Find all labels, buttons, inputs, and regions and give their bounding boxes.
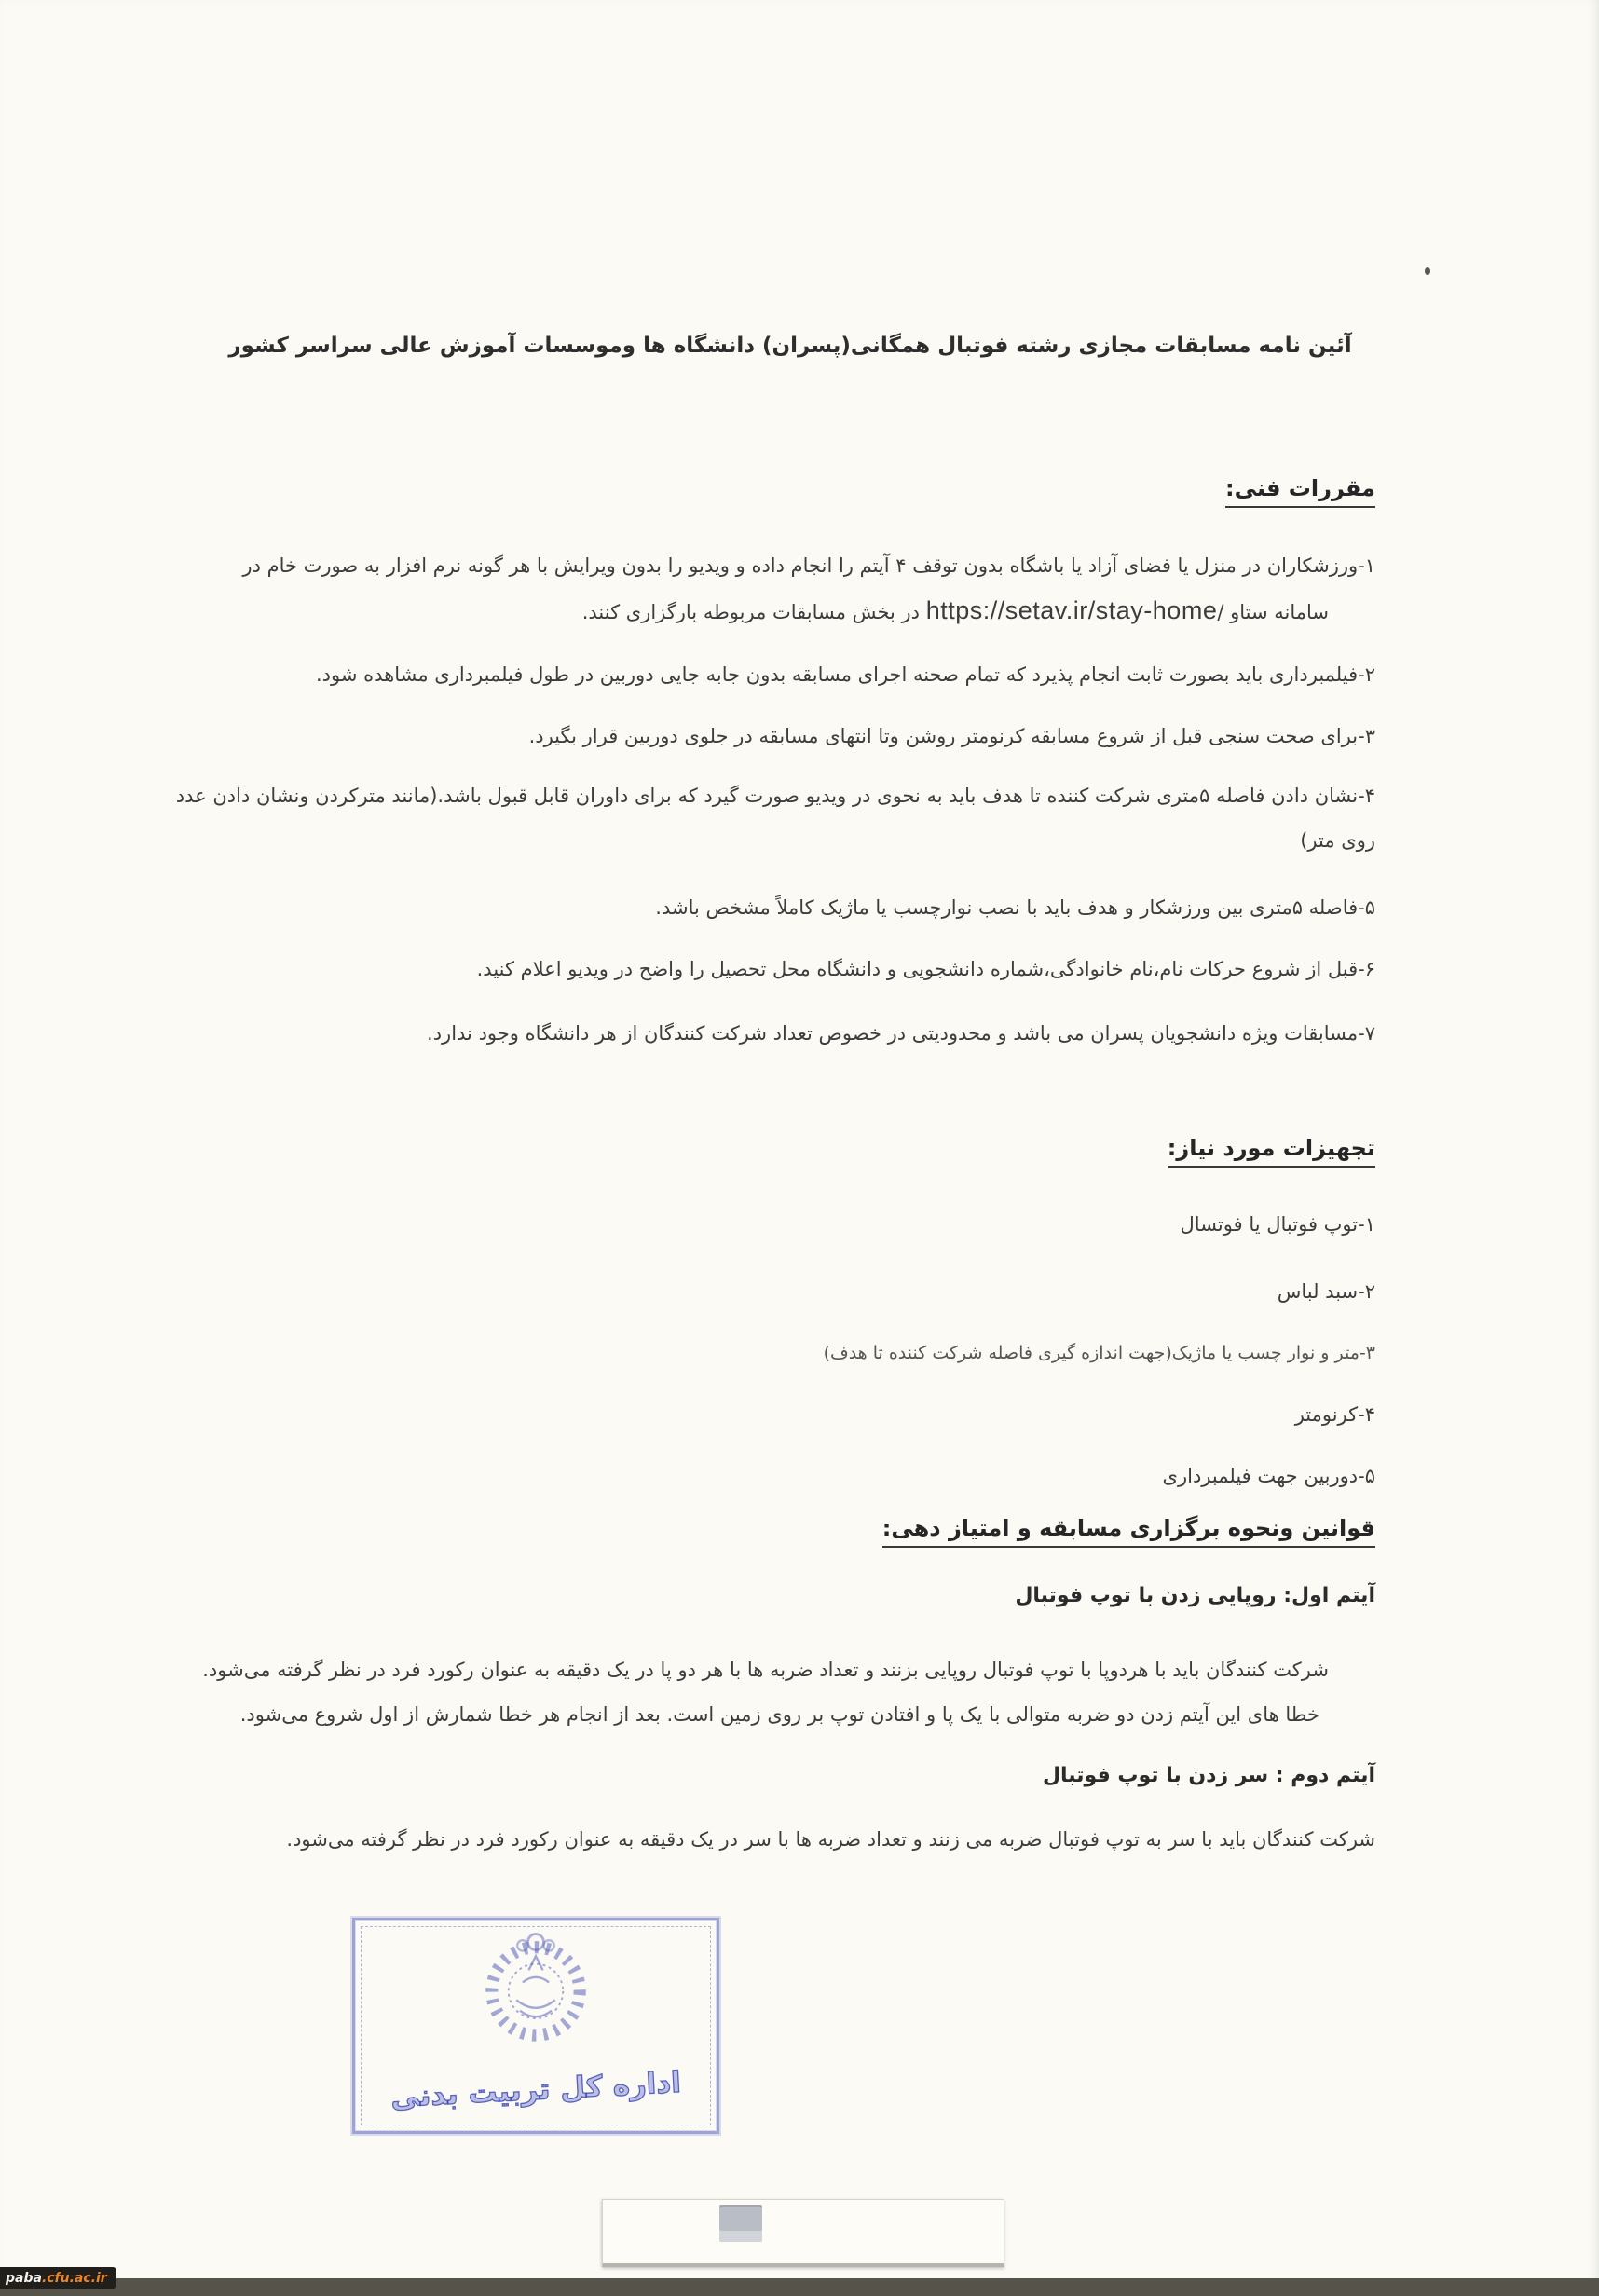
- technical-item-2: ۲-فیلمبرداری باید بصورت ثابت انجام پذیرد که تمام صحنه اجرای مسابقه بدون جابه جایی دوربین در طول فیلمبرداری مشاهده شود.: [315, 663, 1375, 686]
- rules-item-two-body: شرکت کنندگان باید با سر به توپ فوتبال ضربه می زنند و تعداد ضربه ها با سر در یک دقیقه به عنوان رکورد فرد در نظر گرفته می‌شود.: [286, 1828, 1375, 1851]
- stamp-emblem-wreath-icon: [474, 1928, 597, 2051]
- section-heading-technical: [140, 475, 1375, 508]
- setav-url-text: https://setav.ir/stay-home: [925, 596, 1218, 624]
- equipment-item-5: ۵-دوربین جهت فیلمبرداری: [1162, 1465, 1375, 1487]
- scan-artifact-box: [602, 2199, 1004, 2267]
- section-heading-technical-text: مقررات فنی:: [1225, 475, 1375, 508]
- technical-item-5: ۵-فاصله ۵متری بین ورزشکار و هدف باید با نصب نوارچسب یا ماژیک کاملاً مشخص باشد.: [655, 896, 1375, 919]
- technical-item-6: ۶-قبل از شروع حرکات نام،نام خانوادگی،شماره دانشجویی و دانشگاه محل تحصیل را واضح در ویدیو اعلام کنید.: [476, 958, 1375, 980]
- watermark-domain: .cfu.ac.ir: [41, 2270, 107, 2286]
- technical-item-1: [140, 543, 1375, 635]
- technical-item-4: ۴-نشان دادن فاصله ۵متری شرکت کننده تا هدف باید به نحوی در ویدیو صورت گیرد که برای داوران قابل قبول باشد.(مانند مترکردن ونشان دادن عدد روی متر): [175, 785, 1375, 852]
- site-watermark: [0, 2267, 116, 2289]
- section-heading-equipment: [140, 1135, 1375, 1168]
- stamp-text: اداره کل تربیت بدنی: [390, 2065, 682, 2115]
- technical-item-7: ۷-مسابقات ویژه دانشجویان پسران می باشد و محدودیتی در خصوص تعداد شرکت کنندگان از هر دانشگاه وجود ندارد.: [427, 1022, 1375, 1045]
- official-stamp: [352, 1918, 719, 2134]
- rules-item-one-body-line-2: خطا های این آیتم زدن دو ضربه متوالی با یک پا و افتادن توپ بر روی زمین است. بعد از انجام هر خطا شمارش از اول شروع می‌شود.: [239, 1703, 1319, 1726]
- equipment-item-2: ۲-سبد لباس: [1277, 1280, 1375, 1303]
- equipment-item-3: ۳-متر و نوار چسب یا ماژیک(جهت اندازه گیری فاصله شرکت کننده تا هدف): [823, 1343, 1375, 1363]
- scan-speck: [1425, 267, 1430, 275]
- section-heading-equipment-text: تجهیزات مورد نیاز:: [1168, 1135, 1375, 1168]
- scanner-edge-strip: [0, 2278, 1599, 2296]
- rules-item-one-body: [140, 1647, 1375, 1737]
- technical-item-3: ۳-برای صحت سنجی قبل از شروع مسابقه کرنومتر روشن وتا انتهای مسابقه در جلوی دوربین قرار بگیرد.: [528, 725, 1375, 747]
- upload-instruction-text: در بخش مسابقات مربوطه بارگزاری کنند.: [581, 601, 926, 623]
- equipment-item-4: ۴-کرنومتر: [1294, 1403, 1375, 1426]
- document-title: آئین نامه مسابقات مجازی رشته فوتبال همگانی(پسران) دانشگاه ها وموسسات آموزش عالی سراسر کشور: [228, 334, 1352, 358]
- rules-item-two-heading: آیتم دوم : سر زدن با توپ فوتبال: [1042, 1764, 1375, 1787]
- watermark-name: paba: [6, 2270, 42, 2286]
- section-heading-rules: [140, 1515, 1375, 1548]
- platform-name-label: سامانه ستاو /: [1217, 601, 1329, 623]
- scan-artifact-tab: [719, 2205, 762, 2242]
- section-heading-rules-text: قوانین ونحوه برگزاری مسابقه و امتیاز دهی:: [882, 1515, 1375, 1548]
- technical-item-1-line-2: [140, 588, 1375, 635]
- technical-item-1-line-1: ۱-ورزشکاران در منزل یا فضای آزاد یا باشگاه بدون توقف ۴ آیتم را انجام داده و ویدیو را بدون ویرایش با هر گونه نرم افزار به صورت خام در: [242, 554, 1375, 577]
- rules-item-one-heading: آیتم اول: روپایی زدن با توپ فوتبال: [1015, 1584, 1375, 1607]
- equipment-item-1: ۱-توپ فوتبال یا فوتسال: [1180, 1213, 1375, 1236]
- rules-item-one-body-line-1: شرکت کنندگان باید با هردوپا با توپ فوتبال روپایی بزنند و تعداد ضربه ها با هر دو پا در یک دقیقه به عنوان رکورد فرد در نظر گرفته می‌شود.: [202, 1659, 1329, 1681]
